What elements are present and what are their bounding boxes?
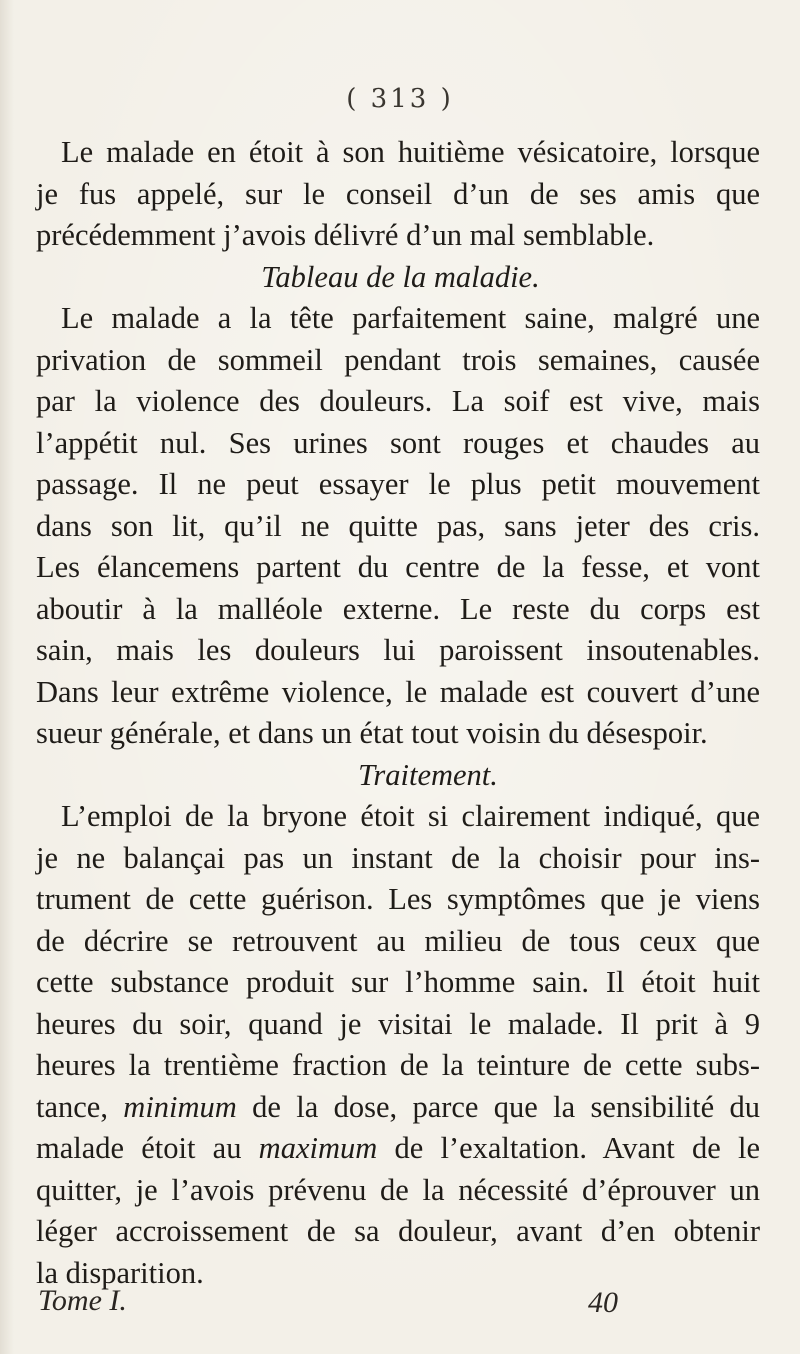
text-line: je fus appelé, sur le conseil d’un de ses amis que bbox=[36, 176, 760, 211]
text-line: par la violence des douleurs. La soif est vive, mais bbox=[36, 384, 760, 418]
text-line bbox=[36, 1128, 760, 1170]
text-fragment: malade étoit au bbox=[36, 1131, 259, 1165]
section-heading-traitement: Traitement. bbox=[358, 757, 498, 792]
text-line bbox=[36, 1087, 760, 1129]
italic-term-minimum: minimum bbox=[123, 1089, 237, 1124]
text-line: léger accroissement de sa douleur, avant d’en obtenir bbox=[36, 1214, 760, 1248]
text-line: privation de sommeil pendant trois semaines, causée bbox=[36, 342, 760, 377]
text-fragment: de la dose, parce que la sensibilité du bbox=[236, 1089, 760, 1124]
text-line: quitter, je l’avois prévenu de la nécessité d’éprouver un bbox=[36, 1172, 760, 1207]
text-line: je ne balançai pas un instant de la choisir pour ins- bbox=[36, 840, 760, 875]
text-line: sain, mais les douleurs lui paroissent insoutenables. bbox=[36, 633, 760, 667]
text-line: aboutir à la malléole externe. Le reste du corps est bbox=[36, 591, 760, 626]
text-line: dans son lit, qu’il ne quitte pas, sans jeter des cris. bbox=[36, 508, 760, 543]
text-line: heures du soir, quand je visitai le malade. Il prit à 9 bbox=[36, 1006, 760, 1041]
text-line: la disparition. bbox=[36, 1255, 204, 1290]
body-text bbox=[36, 132, 760, 1294]
text-line: précédemment j’avois délivré d’un mal semblable. bbox=[36, 218, 655, 252]
text-line: de décrire se retrouvent au milieu de tous ceux que bbox=[36, 923, 760, 958]
text-line: cette substance produit sur l’homme sain. Il étoit huit bbox=[36, 965, 760, 999]
text-line: Le malade en étoit à son huitième vésicatoire, lorsque bbox=[61, 135, 760, 169]
italic-term-maximum: maximum bbox=[258, 1131, 378, 1165]
text-line: L’emploi de la bryone étoit si clairement indiqué, que bbox=[61, 799, 760, 833]
text-fragment: de l’exaltation. Avant de le bbox=[377, 1131, 760, 1165]
text-line: sueur générale, et dans un état tout voisin du désespoir. bbox=[36, 716, 708, 750]
page-edge-shadow bbox=[0, 0, 14, 1354]
text-line: trument de cette guérison. Les symptômes que je viens bbox=[36, 882, 760, 916]
text-line: Le malade a la tête parfaitement saine, malgré une bbox=[61, 301, 760, 335]
text-fragment: tance, bbox=[36, 1089, 124, 1124]
section-heading-tableau: Tableau de la maladie. bbox=[261, 259, 540, 294]
text-line: l’appétit nul. Ses urines sont rouges et chaudes au bbox=[36, 425, 760, 460]
text-line: passage. Il ne peut essayer le plus petit mouvement bbox=[36, 467, 760, 501]
text-line: Dans leur extrême violence, le malade est couvert d’une bbox=[36, 674, 760, 709]
signature-mark: 40 bbox=[588, 1286, 618, 1319]
text-line: Les élancemens partent du centre de la fesse, et vont bbox=[36, 550, 760, 584]
volume-label: Tome I. bbox=[38, 1284, 127, 1317]
text-line: heures la trentième fraction de la teinture de cette subs- bbox=[36, 1048, 760, 1082]
page-number: ( 313 ) bbox=[346, 84, 454, 114]
